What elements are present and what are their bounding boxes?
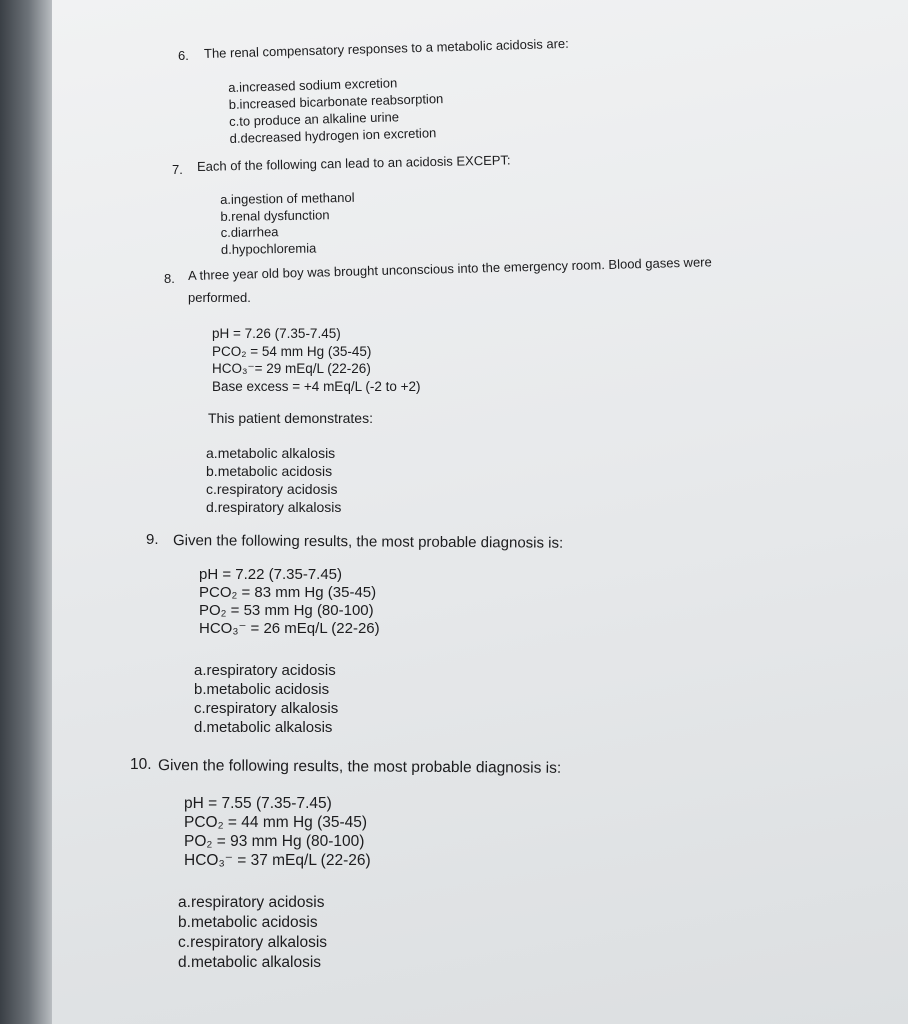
question-stem: The renal compensatory responses to a metabolic acidosis are: xyxy=(203,35,569,61)
lab-base-excess: Base excess = +4 mEq/L (-2 to +2) xyxy=(212,378,421,394)
option-d: d.metabolic alkalosis xyxy=(178,954,322,971)
question-stem: Given the following results, the most probable diagnosis is: xyxy=(172,532,564,552)
option-b: b.metabolic acidosis xyxy=(194,681,330,698)
question-stem: Given the following results, the most probable diagnosis is: xyxy=(157,757,562,777)
lab-pco2: PCO₂ = 54 mm Hg (35-45) xyxy=(212,343,372,359)
option-a: a.respiratory acidosis xyxy=(178,894,325,911)
question-number: 9. xyxy=(146,531,159,548)
option-b: b.metabolic acidosis xyxy=(178,914,318,931)
option-b: b.increased bicarbonate reabsorption xyxy=(228,90,444,112)
lab-po2: PO₂ = 93 mm Hg (80-100) xyxy=(184,833,365,850)
option-d: d.respiratory alkalosis xyxy=(206,499,342,515)
option-c: c.respiratory alkalosis xyxy=(178,934,328,951)
lab-hco3: HCO₃⁻ = 26 mEq/L (22-26) xyxy=(199,620,380,637)
option-d: d.metabolic alkalosis xyxy=(194,719,333,736)
lab-ph: pH = 7.55 (7.35-7.45) xyxy=(184,795,332,812)
lab-values xyxy=(199,566,380,638)
option-c: c.to produce an alkaline urine xyxy=(228,109,400,129)
option-a: a.respiratory acidosis xyxy=(194,662,336,679)
worksheet-page xyxy=(52,0,908,1024)
lab-values xyxy=(212,325,420,395)
lab-pco2: PCO₂ = 83 mm Hg (35-45) xyxy=(199,584,377,601)
options-list xyxy=(206,444,341,516)
lab-hco3: HCO₃⁻= 29 mEq/L (22-26) xyxy=(212,361,371,376)
option-c: c.respiratory alkalosis xyxy=(194,700,339,717)
option-c: c.respiratory acidosis xyxy=(206,481,338,497)
question-number: 7. xyxy=(172,162,183,177)
option-a: a.ingestion of methanol xyxy=(220,189,355,207)
question-prompt: This patient demonstrates: xyxy=(208,410,373,426)
option-c: c.diarrhea xyxy=(220,224,279,240)
options-list xyxy=(194,661,338,737)
lab-ph: pH = 7.26 (7.35-7.45) xyxy=(212,326,341,341)
option-d: d.hypochloremia xyxy=(220,239,317,257)
question-number: 6. xyxy=(178,48,189,63)
question-number: 8. xyxy=(164,271,175,286)
options-list xyxy=(220,190,355,258)
option-b: b.renal dysfunction xyxy=(220,206,330,224)
question-stem: Each of the following can lead to an acidosis EXCEPT: xyxy=(196,152,511,174)
options-list xyxy=(178,893,327,973)
lab-pco2: PCO₂ = 44 mm Hg (35-45) xyxy=(184,814,368,831)
lab-hco3: HCO₃⁻ = 37 mEq/L (22-26) xyxy=(184,852,371,869)
options-list xyxy=(228,73,444,147)
question-stem-continued: performed. xyxy=(188,290,251,305)
lab-ph: pH = 7.22 (7.35-7.45) xyxy=(199,566,343,583)
lab-po2: PO₂ = 53 mm Hg (80-100) xyxy=(199,602,374,619)
option-a: a.increased sodium excretion xyxy=(228,75,398,95)
lab-values xyxy=(184,794,371,870)
question-number: 10. xyxy=(130,756,152,773)
option-b: b.metabolic acidosis xyxy=(206,463,333,479)
question-stem: A three year old boy was brought unconscious into the emergency room. Blood gases were xyxy=(187,254,712,283)
desk-edge xyxy=(0,0,52,1024)
option-d: d.decreased hydrogen ion excretion xyxy=(229,125,437,146)
option-a: a.metabolic alkalosis xyxy=(206,445,336,461)
